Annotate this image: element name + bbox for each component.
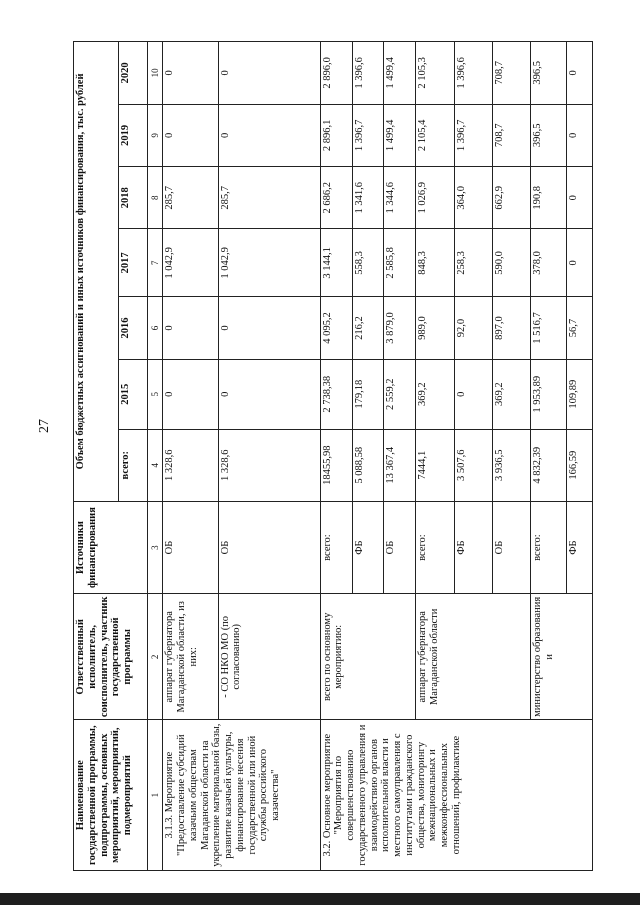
header-year: 2015 (118, 359, 148, 429)
value-cell: 216,2 (352, 297, 384, 359)
value-cell: 92,0 (454, 297, 492, 359)
header-year: 2016 (118, 297, 148, 359)
scan-edge (0, 893, 640, 905)
value-cell: 708,7 (492, 104, 530, 166)
column-index: 7 (148, 229, 163, 297)
column-index: 5 (148, 359, 163, 429)
value-cell: 2 896,0 (320, 42, 352, 105)
value-cell: 1 953,89 (531, 359, 567, 429)
value-cell: 1 396,7 (352, 104, 384, 166)
value-cell: 0 (163, 42, 218, 105)
value-cell: 285,7 (218, 167, 320, 229)
value-cell: 0 (163, 104, 218, 166)
value-cell: 1 499,4 (384, 42, 416, 105)
value-cell: 558,3 (352, 229, 384, 297)
header-program-name: Наименование государственной программы, подпрограммы, основных мероприятий, мероприятий, подмероприятий (74, 720, 148, 871)
financing-table (73, 41, 593, 871)
value-cell: 179,18 (352, 359, 384, 429)
value-cell: 0 (567, 167, 593, 229)
header-executor: Ответственный исполнитель, соисполнитель, участник государственной программы (74, 594, 148, 720)
value-cell: 5 088,58 (352, 429, 384, 501)
value-cell: 396,5 (531, 104, 567, 166)
program-name-cell: 3.2. Основное мероприятие "Мероприятия по совершенствованию государственного управления и взаимодействию органов исполнительной власти и местного самоуправления с институтами гражданского общества, мониторингу межнациональных и межконфессиональных отношений, профилактике (320, 720, 592, 871)
value-cell: 3 879,0 (384, 297, 416, 359)
table-row (163, 42, 218, 871)
value-cell: 708,7 (492, 42, 530, 105)
value-cell: 258,3 (454, 229, 492, 297)
value-cell: 1 328,6 (218, 429, 320, 501)
value-cell: 1 396,7 (454, 104, 492, 166)
header-year: 2018 (118, 167, 148, 229)
value-cell: 4 095,2 (320, 297, 352, 359)
table-row (320, 42, 352, 871)
value-cell: 2 896,1 (320, 104, 352, 166)
value-cell: 1 026,9 (416, 167, 454, 229)
value-cell: 0 (218, 104, 320, 166)
executor-cell: всего по основному мероприятию: (320, 594, 416, 720)
value-cell: 662,9 (492, 167, 530, 229)
column-index: 6 (148, 297, 163, 359)
value-cell: 7444,1 (416, 429, 454, 501)
value-cell: 1 042,9 (218, 229, 320, 297)
value-cell: 1 516,7 (531, 297, 567, 359)
column-index: 10 (148, 42, 163, 105)
executor-cell: аппарат губернатора Магаданской области, из них: (163, 594, 218, 720)
value-cell: 0 (454, 359, 492, 429)
value-cell: 166,59 (567, 429, 593, 501)
program-name-cell: 3.1.3. Мероприятие "Предоставление субсидий казачьим обществам Магаданской области на укрепление материальной базы, развитие казачьей культуры, финансирование несения государственной или иной службы российского казачества" (163, 720, 320, 871)
value-cell: 1 396,6 (454, 42, 492, 105)
source-cell: ФБ (454, 501, 492, 594)
value-cell: 2 585,8 (384, 229, 416, 297)
value-cell: 897,0 (492, 297, 530, 359)
value-cell: 2 105,4 (416, 104, 454, 166)
value-cell: 18455,98 (320, 429, 352, 501)
source-cell: ОБ (384, 501, 416, 594)
value-cell: 2 738,38 (320, 359, 352, 429)
value-cell: 190,8 (531, 167, 567, 229)
column-index-row (148, 42, 163, 871)
column-index: 1 (148, 720, 163, 871)
header-year: 2017 (118, 229, 148, 297)
value-cell: 2 559,2 (384, 359, 416, 429)
value-cell: 369,2 (492, 359, 530, 429)
value-cell: 1 341,6 (352, 167, 384, 229)
value-cell: 364,0 (454, 167, 492, 229)
value-cell: 3 144,1 (320, 229, 352, 297)
column-index: 9 (148, 104, 163, 166)
value-cell: 3 936,5 (492, 429, 530, 501)
value-cell: 285,7 (163, 167, 218, 229)
executor-cell: аппарат губернатора Магаданской области (416, 594, 531, 720)
column-index: 3 (148, 501, 163, 594)
value-cell: 56,7 (567, 297, 593, 359)
value-cell: 3 507,6 (454, 429, 492, 501)
source-cell: всего: (416, 501, 454, 594)
value-cell: 0 (163, 359, 218, 429)
executor-cell: - СО НКО МО (по согласованию) (218, 594, 320, 720)
value-cell: 0 (567, 42, 593, 105)
rotated-table-wrapper (73, 41, 593, 871)
value-cell: 109,89 (567, 359, 593, 429)
header-year: 2019 (118, 104, 148, 166)
value-cell: 0 (163, 297, 218, 359)
header-total: всего: (118, 429, 148, 501)
page-number: 27 (37, 419, 52, 433)
value-cell: 13 367,4 (384, 429, 416, 501)
value-cell: 396,5 (531, 42, 567, 105)
source-cell: ОБ (492, 501, 530, 594)
column-index: 4 (148, 429, 163, 501)
header-funding-source: Источники финансирования (74, 501, 148, 594)
value-cell: 0 (218, 42, 320, 105)
value-cell: 1 396,6 (352, 42, 384, 105)
value-cell: 989,0 (416, 297, 454, 359)
value-cell: 4 832,39 (531, 429, 567, 501)
value-cell: 378,0 (531, 229, 567, 297)
header-funding-volume: Объем бюджетных ассигнований и иных источников финансирования, тыс. рублей (74, 42, 119, 502)
value-cell: 369,2 (416, 359, 454, 429)
source-cell: ФБ (567, 501, 593, 594)
source-cell: всего: (531, 501, 567, 594)
value-cell: 2 105,3 (416, 42, 454, 105)
source-cell: всего: (320, 501, 352, 594)
source-cell: ФБ (352, 501, 384, 594)
value-cell: 590,0 (492, 229, 530, 297)
column-index: 8 (148, 167, 163, 229)
value-cell: 1 344,6 (384, 167, 416, 229)
header-year: 2020 (118, 42, 148, 105)
value-cell: 1 042,9 (163, 229, 218, 297)
source-cell: ОБ (163, 501, 218, 594)
value-cell: 0 (567, 229, 593, 297)
column-index: 2 (148, 594, 163, 720)
value-cell: 1 499,4 (384, 104, 416, 166)
value-cell: 848,3 (416, 229, 454, 297)
executor-cell: министерство образования и (531, 594, 593, 720)
source-cell: ОБ (218, 501, 320, 594)
value-cell: 0 (218, 297, 320, 359)
value-cell: 2 686,2 (320, 167, 352, 229)
value-cell: 1 328,6 (163, 429, 218, 501)
value-cell: 0 (567, 104, 593, 166)
value-cell: 0 (218, 359, 320, 429)
